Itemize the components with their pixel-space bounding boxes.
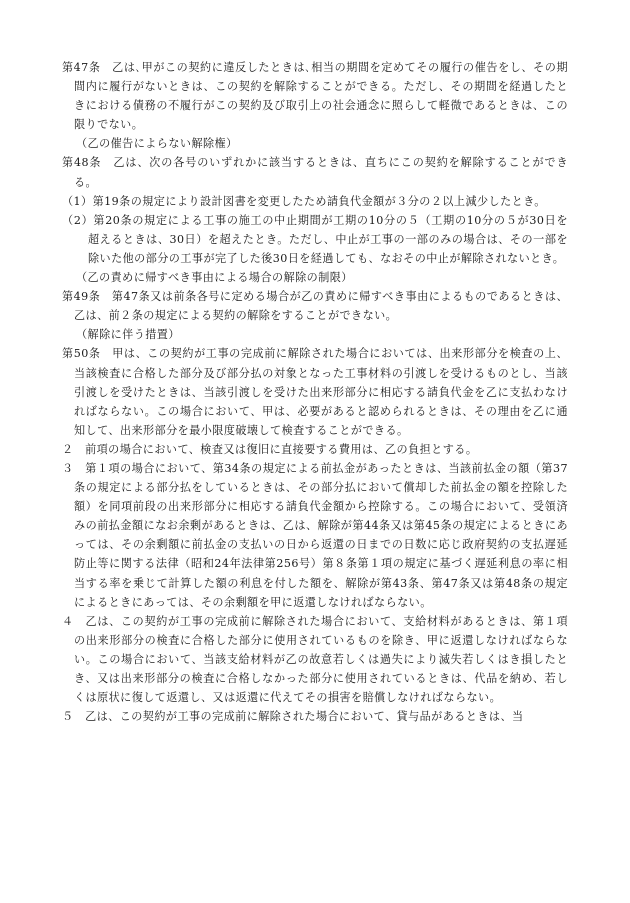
article-50-paragraph-3: ３ 第１項の場合において、第34条の規定による前払金があったときは、当該前払金の額（第37条の規定による部分払をしているときは、その部分払において償却した前払金の額を控除した額）を同項前段の出来形部分に相応する請負代金額から控除する。この場合において、受領済みの前払金額になお余剰があるときは、乙は、解除が第44条又は第45条の規定によるときにあっては、その余剰額に前払金の支払いの日から返還の日までの日数に応じ政府契約の支払遅延防止等に関する法律（昭和24年法律第256号）第８条第１項の規定に基づく遅延利息の率に相当する率を乗じて計算した額の利息を付した額を、解除が第43条、第47条又は第48条の規定によるときにあっては、その余剰額を甲に返還しなければならない。	[62, 461, 568, 609]
article-49: 第49条 第47条又は前条各号に定める場合が乙の責めに帰すべき事由によるものであるときは、乙は、前２条の規定による契約の解除をすることができない。	[62, 290, 568, 323]
article-47: 第47条 乙は､甲がこの契約に違反したときは､相当の期間を定めてその履行の催告をし、その期間内に履行がないときは、この契約を解除することができる。ただし、その期間を経過したときにおける債務の不履行がこの契約及び取引上の社会通念に照らして軽微であるときは、この限りでない。	[62, 61, 568, 132]
article-50-paragraph-5: ５ 乙は、この契約が工事の完成前に解除された場合において、貸与品があるときは、当	[62, 710, 524, 724]
article-50: 第50条 甲は、この契約が工事の完成前に解除された場合においては、出来形部分を検査の上、当該検査に合格した部分及び部分払の対象となった工事材料の引渡しを受けるものとし、当該引渡しを受けたときは、当該引渡しを受けた出来形部分に相応する請負代金を乙に支払わなければならない。この場合において、甲は、必要があると認められるときは、その理由を乙に通知して、出来形部分を最小限度破壊して検査することができる。	[62, 347, 568, 437]
article-48: 第48条 乙は、次の各号のいずれかに該当するときは、直ちにこの契約を解除することができる。	[62, 156, 568, 189]
heading-contractor-no-notice-cancellation: （乙の催告によらない解除権）	[76, 137, 238, 151]
heading-cancellation-restriction: （乙の責めに帰すべき事由による場合の解除の制限）	[76, 271, 353, 285]
article-48-item-1: （1）第19条の規定により設計図書を変更したため請負代金額が３分の２以上減少したとき。	[62, 194, 546, 208]
article-50-paragraph-2: ２ 前項の場合において、検査又は復旧に直接要する費用は、乙の負担とする。	[62, 442, 478, 456]
article-48-item-2: （2）第20条の規定による工事の施工の中止期間が工期の10分の５（工期の10分の５が30日を超えるときは、30日）を超えたとき。ただし、中止が工事の一部のみの場合は、その一部を除いた他の部分の工事が完了した後30日を経過しても、なおその中止が解除されないとき。	[62, 213, 568, 265]
heading-measures-upon-cancellation: （解除に伴う措置）	[76, 328, 180, 342]
article-50-paragraph-4: ４ 乙は、この契約が工事の完成前に解除された場合において、支給材料があるときは、第１項の出来形部分の検査に合格した部分に使用されているものを除き、甲に返還しなければならない。この場合において、当該支給材料が乙の故意若しくは過失により滅失若しくはき損したとき、又は出来形部分の検査に合格しなかった部分に使用されているときは、代品を納め、若しくは原状に復して返還し、又は返還に代えてその損害を賠償しなければならない。	[62, 614, 568, 705]
